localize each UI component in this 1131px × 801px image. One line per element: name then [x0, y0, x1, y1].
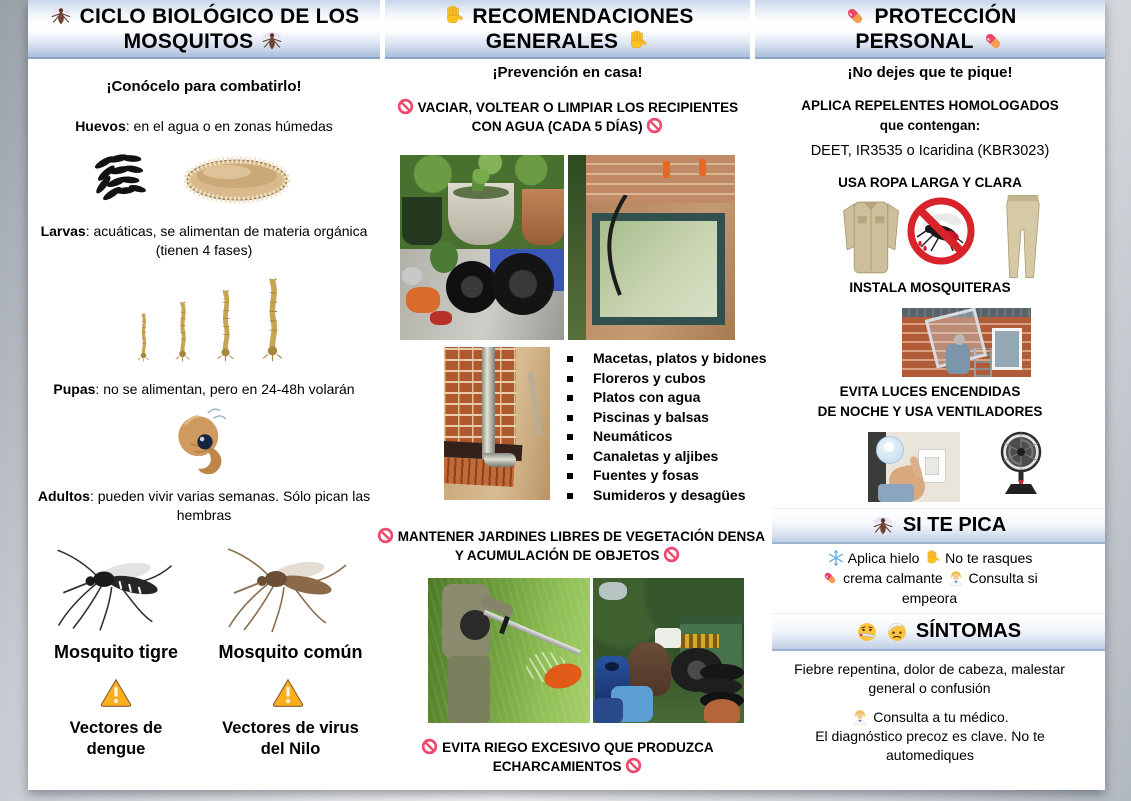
column-recomendaciones [385, 0, 767, 790]
luces-heading-line2: DE NOCHE Y USA VENTILADORES [817, 404, 1043, 419]
stage-huevos-label: Huevos [75, 118, 126, 134]
warning-riego-line1: EVITA RIEGO EXCESIVO QUE PRODUZCA [442, 740, 714, 755]
common-mosquito-photo [214, 534, 364, 636]
warning-vaciar-line1: VACIAR, VOLTEAR O LIMPIAR LOS RECIPIENTES [417, 100, 739, 115]
recomendaciones-title-line1: RECOMENDACIONES [472, 4, 694, 28]
larva-stage2-icon [172, 300, 193, 362]
list-item: Platos con agua [565, 388, 765, 408]
warning-vaciar [377, 98, 758, 136]
pica-seg3: crema calmante [843, 570, 943, 586]
photo-flower-pots [400, 155, 564, 249]
recomendaciones-intro: ¡Prevención en casa! [492, 64, 643, 81]
tiger-mosquito-photo [44, 534, 189, 636]
fan-illustration [997, 430, 1045, 496]
face-thermometer-icon [856, 621, 878, 643]
repelentes-heading-line1: APLICA REPELENTES HOMOLOGADOS [801, 98, 1059, 113]
list-item: Piscinas y balsas [565, 408, 765, 428]
species-tigre-name: Mosquito tigre [54, 642, 178, 662]
pants-illustration [1001, 191, 1045, 283]
stage-adultos-label: Adultos [37, 488, 90, 504]
stage-adultos-text: : pueden vivir varias semanas. Sólo pican las hembras [89, 488, 371, 523]
consulta-text [780, 708, 1080, 765]
no-mosquito-sign [907, 197, 975, 265]
list-item: Floreros y cubos [565, 369, 765, 389]
luces-heading-line1: EVITA LUCES ENCENDIDAS [839, 384, 1021, 399]
larva-stage3-icon [213, 288, 238, 362]
consulta-line2: El diagnóstico precoz es clave. No te automediques [815, 728, 1045, 763]
raised-hand-icon [441, 4, 465, 28]
ciclo-header-banner [28, 0, 380, 59]
photo-water-containers-collage [400, 155, 564, 340]
photo-discarded-tires [400, 249, 564, 340]
prohibited-icon [646, 117, 663, 134]
larva-stage4-icon [258, 276, 287, 362]
list-item: Neumáticos [565, 427, 765, 447]
recomendaciones-title-line2: GENERALES [485, 29, 619, 53]
sintomas-text: Fiebre repentina, dolor de cabeza, malestar general o confusión [794, 661, 1065, 696]
warning-icon [99, 676, 133, 710]
pica-seg1: Aplica hielo [847, 550, 920, 566]
pill-icon [843, 4, 867, 28]
vector-nilo-label: Vectores de virus del Nilo [222, 719, 359, 758]
stage-pupas-label: Pupas [53, 381, 96, 397]
si-te-pica-banner [772, 508, 1105, 544]
stage-adultos [30, 487, 378, 525]
health-worker-icon [851, 708, 869, 726]
consulta-line1: Consulta a tu médico. [873, 709, 1009, 725]
warning-icon [271, 676, 305, 710]
photo-light-switch [868, 432, 960, 502]
eggs-cluster-illustration [83, 146, 151, 206]
stage-pupas-text: : no se alimentan, pero en 24-48h volarán [95, 381, 355, 397]
mosquito-icon [49, 4, 73, 28]
warning-jardines [377, 527, 766, 565]
sintomas-title: SÍNTOMAS [915, 620, 1022, 642]
prohibited-icon [625, 757, 642, 774]
snowflake-icon [827, 549, 845, 567]
warning-vaciar-line2: CON AGUA (CADA 5 DÍAS) [471, 119, 643, 134]
photo-drainpipe [444, 347, 550, 500]
warning-riego [377, 738, 758, 776]
health-worker-icon [947, 569, 965, 587]
recomendaciones-header-banner [385, 0, 750, 59]
prohibited-icon [397, 98, 414, 115]
ciclo-title-line1: CICLO BIOLÓGICO DE LOS [79, 4, 360, 28]
prohibited-icon [421, 738, 438, 755]
containers-list [565, 349, 765, 505]
raised-hand-icon [625, 29, 649, 53]
larva-stage1-icon [135, 312, 152, 362]
pica-seg4: Consulta si empeora [901, 570, 1038, 606]
mosquito-icon [260, 29, 284, 53]
list-item: Sumideros y desagües [565, 486, 765, 506]
list-item: Fuentes y fosas [565, 466, 765, 486]
ciclo-intro: ¡Conócelo para combatirlo! [106, 78, 302, 95]
sintomas-banner [772, 613, 1105, 651]
photo-clutter-containers [593, 578, 744, 723]
repelentes-heading-line2: que contengan: [879, 118, 981, 133]
proteccion-header-banner [755, 0, 1105, 59]
stage-larvas [39, 222, 369, 260]
ropa-heading: USA ROPA LARGA Y CLARA [838, 175, 1022, 190]
proteccion-title-line1: PROTECCIÓN [874, 4, 1017, 28]
shirt-illustration [840, 192, 902, 282]
si-te-pica-text [797, 548, 1062, 608]
ciclo-title-line2: MOSQUITOS [123, 29, 254, 53]
list-item: Canaletas y aljibes [565, 447, 765, 467]
proteccion-intro: ¡No dejes que te pique! [847, 64, 1013, 81]
larvae-illustration [106, 270, 316, 362]
warning-jardines-line2: Y ACUMULACIÓN DE OBJETOS [454, 548, 660, 563]
mosquito-icon [871, 514, 895, 538]
warning-jardines-line1: MANTENER JARDINES LIBRES DE VEGETACIÓN DENSA [397, 529, 766, 544]
proteccion-title-line2: PERSONAL [855, 29, 974, 53]
vector-dengue-label: Vectores de dengue [69, 719, 163, 758]
stage-huevos [28, 117, 380, 136]
raised-hand-icon [923, 549, 941, 567]
pica-seg2: No te rasques [945, 550, 1033, 566]
pupa-illustration [166, 402, 242, 478]
prohibited-icon [663, 546, 680, 563]
mosquiteras-heading: INSTALA MOSQUITERAS [849, 280, 1011, 295]
pill-icon [821, 569, 839, 587]
prohibited-icon [377, 527, 394, 544]
stage-pupas [28, 380, 380, 399]
pill-icon [981, 29, 1005, 53]
stage-larvas-label: Larvas [40, 223, 86, 239]
photo-brush-cutting [428, 578, 590, 723]
stage-huevos-text: : en el agua o en zonas húmedas [125, 118, 333, 134]
stage-larvas-text: : acuáticas, se alimentan de materia orgánica (tienen 4 fases) [85, 223, 368, 258]
species-comun-name: Mosquito común [218, 642, 363, 662]
repelentes-detail: DEET, IR3535 o Icaridina (KBR3023) [810, 143, 1050, 159]
face-bandage-icon [886, 621, 908, 643]
brochure-page [28, 0, 1105, 790]
warning-riego-line2: ECHARCAMIENTOS [492, 759, 622, 774]
egg-raft-illustration [178, 150, 296, 210]
column-proteccion-personal [755, 0, 1105, 790]
list-item: Macetas, platos y bidones [565, 349, 765, 369]
photo-abandoned-pool [568, 155, 735, 340]
si-te-pica-title: SI TE PICA [902, 514, 1007, 536]
column-ciclo-biologico [28, 0, 380, 790]
photo-window-screen-install [902, 308, 1031, 377]
